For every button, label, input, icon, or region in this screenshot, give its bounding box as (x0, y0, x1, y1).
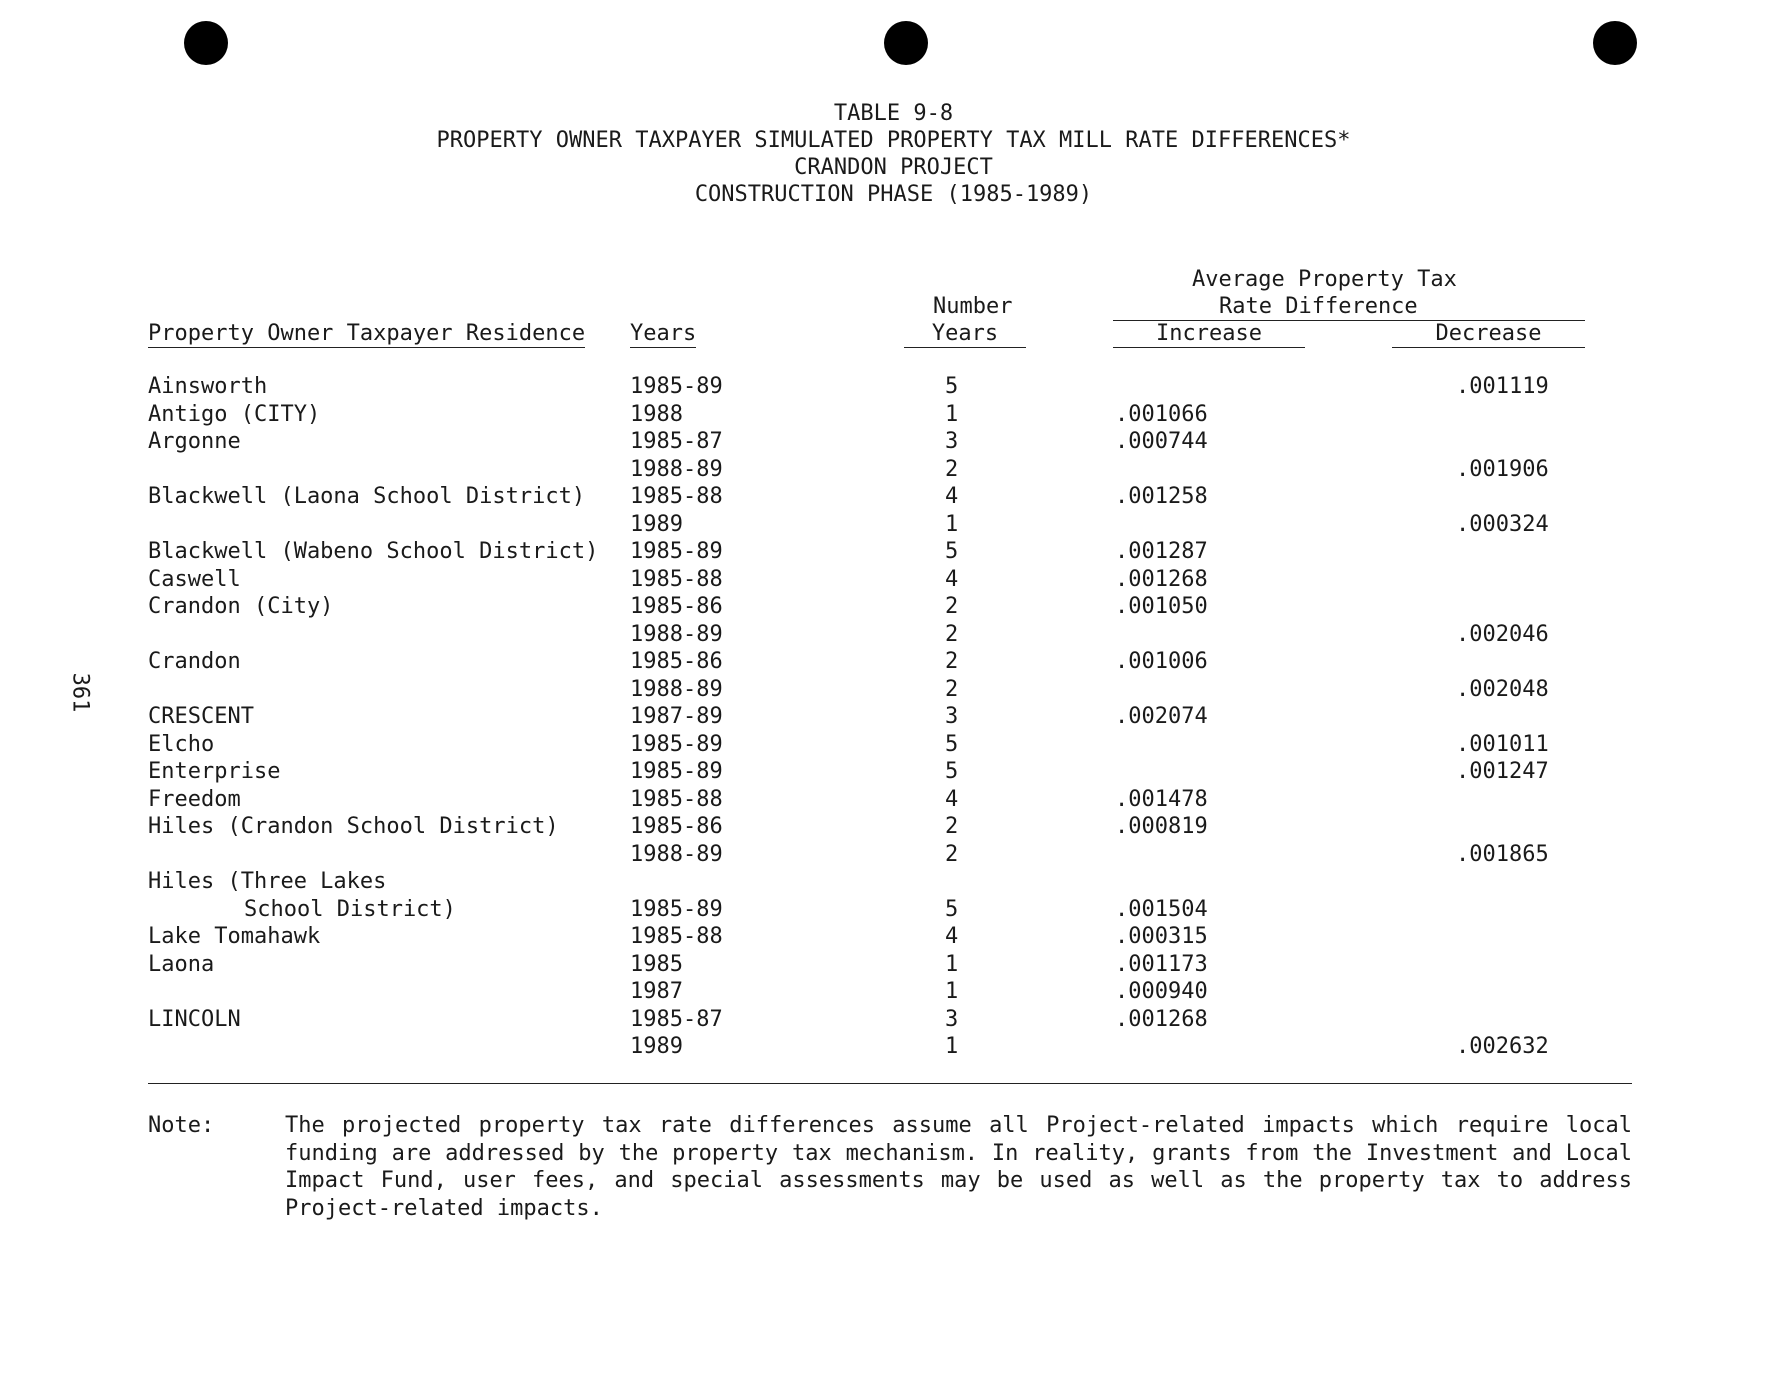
project-name: CRANDON PROJECT (794, 155, 993, 180)
number-header-line1: Number (933, 294, 1013, 319)
table-row (148, 813, 1648, 841)
decrease-cell: .002048 (1456, 676, 1549, 702)
increase-cell: .000744 (1115, 429, 1208, 454)
increase-cell: .001006 (1115, 649, 1208, 674)
years-cell: 1985-86 (630, 814, 723, 839)
residence-cell: Freedom (148, 786, 241, 812)
residence-cell: CRESCENT (148, 704, 254, 729)
table-bottom-rule (148, 1083, 1632, 1084)
decrease-cell: .002046 (1456, 621, 1549, 647)
note-label: Note: (148, 1113, 215, 1138)
years-cell: 1985-89 (630, 896, 723, 922)
table-row (148, 373, 1648, 401)
years-cell: 1985-88 (630, 924, 723, 949)
years-cell: 1987 (630, 979, 683, 1004)
number-years-cell: 5 (945, 731, 959, 757)
table-row (148, 1033, 1648, 1061)
table-row (148, 483, 1648, 511)
years-cell: 1985-89 (630, 374, 723, 399)
increase-cell: .001268 (1115, 1006, 1208, 1032)
residence-cell: Crandon (City) (148, 594, 334, 619)
table-row (148, 841, 1648, 869)
phase-label: CONSTRUCTION PHASE (1985-1989) (694, 182, 1093, 207)
number-years-cell: 1 (945, 1034, 959, 1059)
number-years-cell: 1 (945, 951, 959, 977)
years-cell: 1985-87 (630, 429, 723, 454)
number-years-cell: 3 (945, 704, 959, 729)
increase-cell: .001268 (1115, 566, 1208, 592)
residence-cell: Crandon (148, 649, 241, 674)
residence-cell: Lake Tomahawk (148, 924, 321, 949)
increase-cell: .001478 (1115, 786, 1208, 812)
number-years-cell: 1 (945, 979, 959, 1004)
increase-cell: .001050 (1115, 594, 1208, 619)
decrease-cell: .001011 (1456, 731, 1549, 757)
decrease-header: Decrease (1392, 320, 1585, 348)
increase-header: Increase (1113, 320, 1305, 348)
table-row (148, 731, 1648, 759)
decrease-cell: .001906 (1456, 456, 1549, 482)
residence-cell: Ainsworth (148, 374, 268, 399)
table-title-block (0, 100, 1787, 208)
years-cell: 1987-89 (630, 704, 723, 729)
number-years-cell: 2 (945, 594, 959, 619)
decrease-cell: .000324 (1456, 511, 1549, 537)
years-cell: 1988-89 (630, 676, 723, 702)
number-years-cell: 2 (945, 814, 959, 839)
table-row (148, 593, 1648, 621)
years-cell: 1988-89 (630, 841, 723, 867)
increase-cell: .001258 (1115, 484, 1208, 509)
punch-hole-middle (884, 21, 928, 65)
number-years-cell: 5 (945, 539, 959, 564)
decrease-cell: .001865 (1456, 841, 1549, 867)
number-header-line2: Years (904, 320, 1026, 348)
table-row (148, 703, 1648, 731)
residence-header: Property Owner Taxpayer Residence (148, 321, 586, 346)
number-years-cell: 5 (945, 759, 959, 784)
years-cell: 1985-88 (630, 786, 723, 812)
table-row (148, 428, 1648, 456)
years-cell: 1985-86 (630, 594, 723, 619)
decrease-cell: .001119 (1456, 374, 1549, 399)
tax-rate-table (148, 373, 1648, 1061)
increase-cell: .001504 (1115, 896, 1208, 922)
residence-cell: Laona (148, 951, 215, 977)
years-cell: 1985-86 (630, 649, 723, 674)
years-cell: 1988-89 (630, 621, 723, 647)
residence-cell: LINCOLN (148, 1006, 241, 1032)
residence-cell: Argonne (148, 429, 241, 454)
note-text: The projected property tax rate differences assume all Project-related impacts which require local funding are addressed by the property tax mechanism. In reality, grants from the Investment and Local Impact Fund, user fees, and special assessments may be used as well as the property tax to address Project-related impacts. (285, 1113, 1632, 1221)
residence-cell: School District) (244, 896, 456, 922)
years-cell: 1985-89 (630, 759, 723, 784)
number-years-cell: 4 (945, 924, 959, 949)
residence-cell: Hiles (Crandon School District) (148, 814, 559, 839)
table-row (148, 621, 1648, 649)
increase-cell: .001287 (1115, 539, 1208, 564)
number-years-cell: 5 (945, 896, 959, 922)
residence-cell: Blackwell (Laona School District) (148, 484, 586, 509)
table-row (148, 951, 1648, 979)
residence-cell: Hiles (Three Lakes (148, 869, 387, 894)
years-cell: 1985-88 (630, 484, 723, 509)
number-years-cell: 4 (945, 566, 959, 592)
number-years-cell: 1 (945, 401, 959, 427)
residence-cell: Enterprise (148, 759, 281, 784)
table-row (148, 1006, 1648, 1034)
number-years-cell: 3 (945, 429, 959, 454)
number-years-cell: 2 (945, 649, 959, 674)
years-cell: 1985 (630, 951, 683, 977)
years-cell: 1985-88 (630, 566, 723, 592)
number-years-cell: 4 (945, 786, 959, 812)
years-cell: 1989 (630, 1034, 683, 1059)
avg-header-line1: Average Property Tax (1192, 267, 1457, 292)
table-row (148, 868, 1648, 896)
number-years-cell: 2 (945, 676, 959, 702)
page-number: 361 (67, 672, 93, 713)
years-cell: 1985-89 (630, 539, 723, 564)
table-row (148, 401, 1648, 429)
avg-header-line2: Rate Difference (1219, 294, 1418, 319)
number-years-cell: 2 (945, 621, 959, 647)
increase-cell: .000315 (1115, 924, 1208, 949)
number-years-cell: 2 (945, 456, 959, 482)
table-row (148, 896, 1648, 924)
number-years-cell: 1 (945, 511, 959, 537)
residence-cell: Antigo (CITY) (148, 401, 321, 427)
table-row (148, 786, 1648, 814)
increase-cell: .000819 (1115, 814, 1208, 839)
residence-cell: Elcho (148, 731, 215, 757)
table-id: TABLE 9-8 (833, 101, 954, 126)
decrease-cell: .002632 (1456, 1034, 1549, 1059)
number-years-cell: 4 (945, 484, 959, 509)
table-row (148, 978, 1648, 1006)
number-years-cell: 3 (945, 1006, 959, 1032)
years-cell: 1988-89 (630, 456, 723, 482)
table-row (148, 456, 1648, 484)
punch-hole-right (1593, 21, 1637, 65)
table-row (148, 923, 1648, 951)
table-title: PROPERTY OWNER TAXPAYER SIMULATED PROPERTY TAX MILL RATE DIFFERENCES* (436, 128, 1351, 153)
table-row (148, 566, 1648, 594)
increase-cell: .000940 (1115, 979, 1208, 1004)
years-cell: 1985-89 (630, 731, 723, 757)
number-years-cell: 2 (945, 841, 959, 867)
years-cell: 1988 (630, 401, 683, 427)
table-row (148, 648, 1648, 676)
years-cell: 1989 (630, 511, 683, 537)
residence-cell: Blackwell (Wabeno School District) (148, 539, 599, 564)
increase-cell: .001066 (1115, 401, 1208, 427)
increase-cell: .001173 (1115, 951, 1208, 977)
punch-hole-left (184, 21, 228, 65)
residence-cell: Caswell (148, 566, 241, 592)
table-row (148, 538, 1648, 566)
years-cell: 1985-87 (630, 1006, 723, 1032)
table-row (148, 511, 1648, 539)
table-row (148, 676, 1648, 704)
table-row (148, 758, 1648, 786)
years-header: Years (630, 321, 697, 346)
number-years-cell: 5 (945, 374, 959, 399)
increase-cell: .002074 (1115, 704, 1208, 729)
decrease-cell: .001247 (1456, 759, 1549, 784)
